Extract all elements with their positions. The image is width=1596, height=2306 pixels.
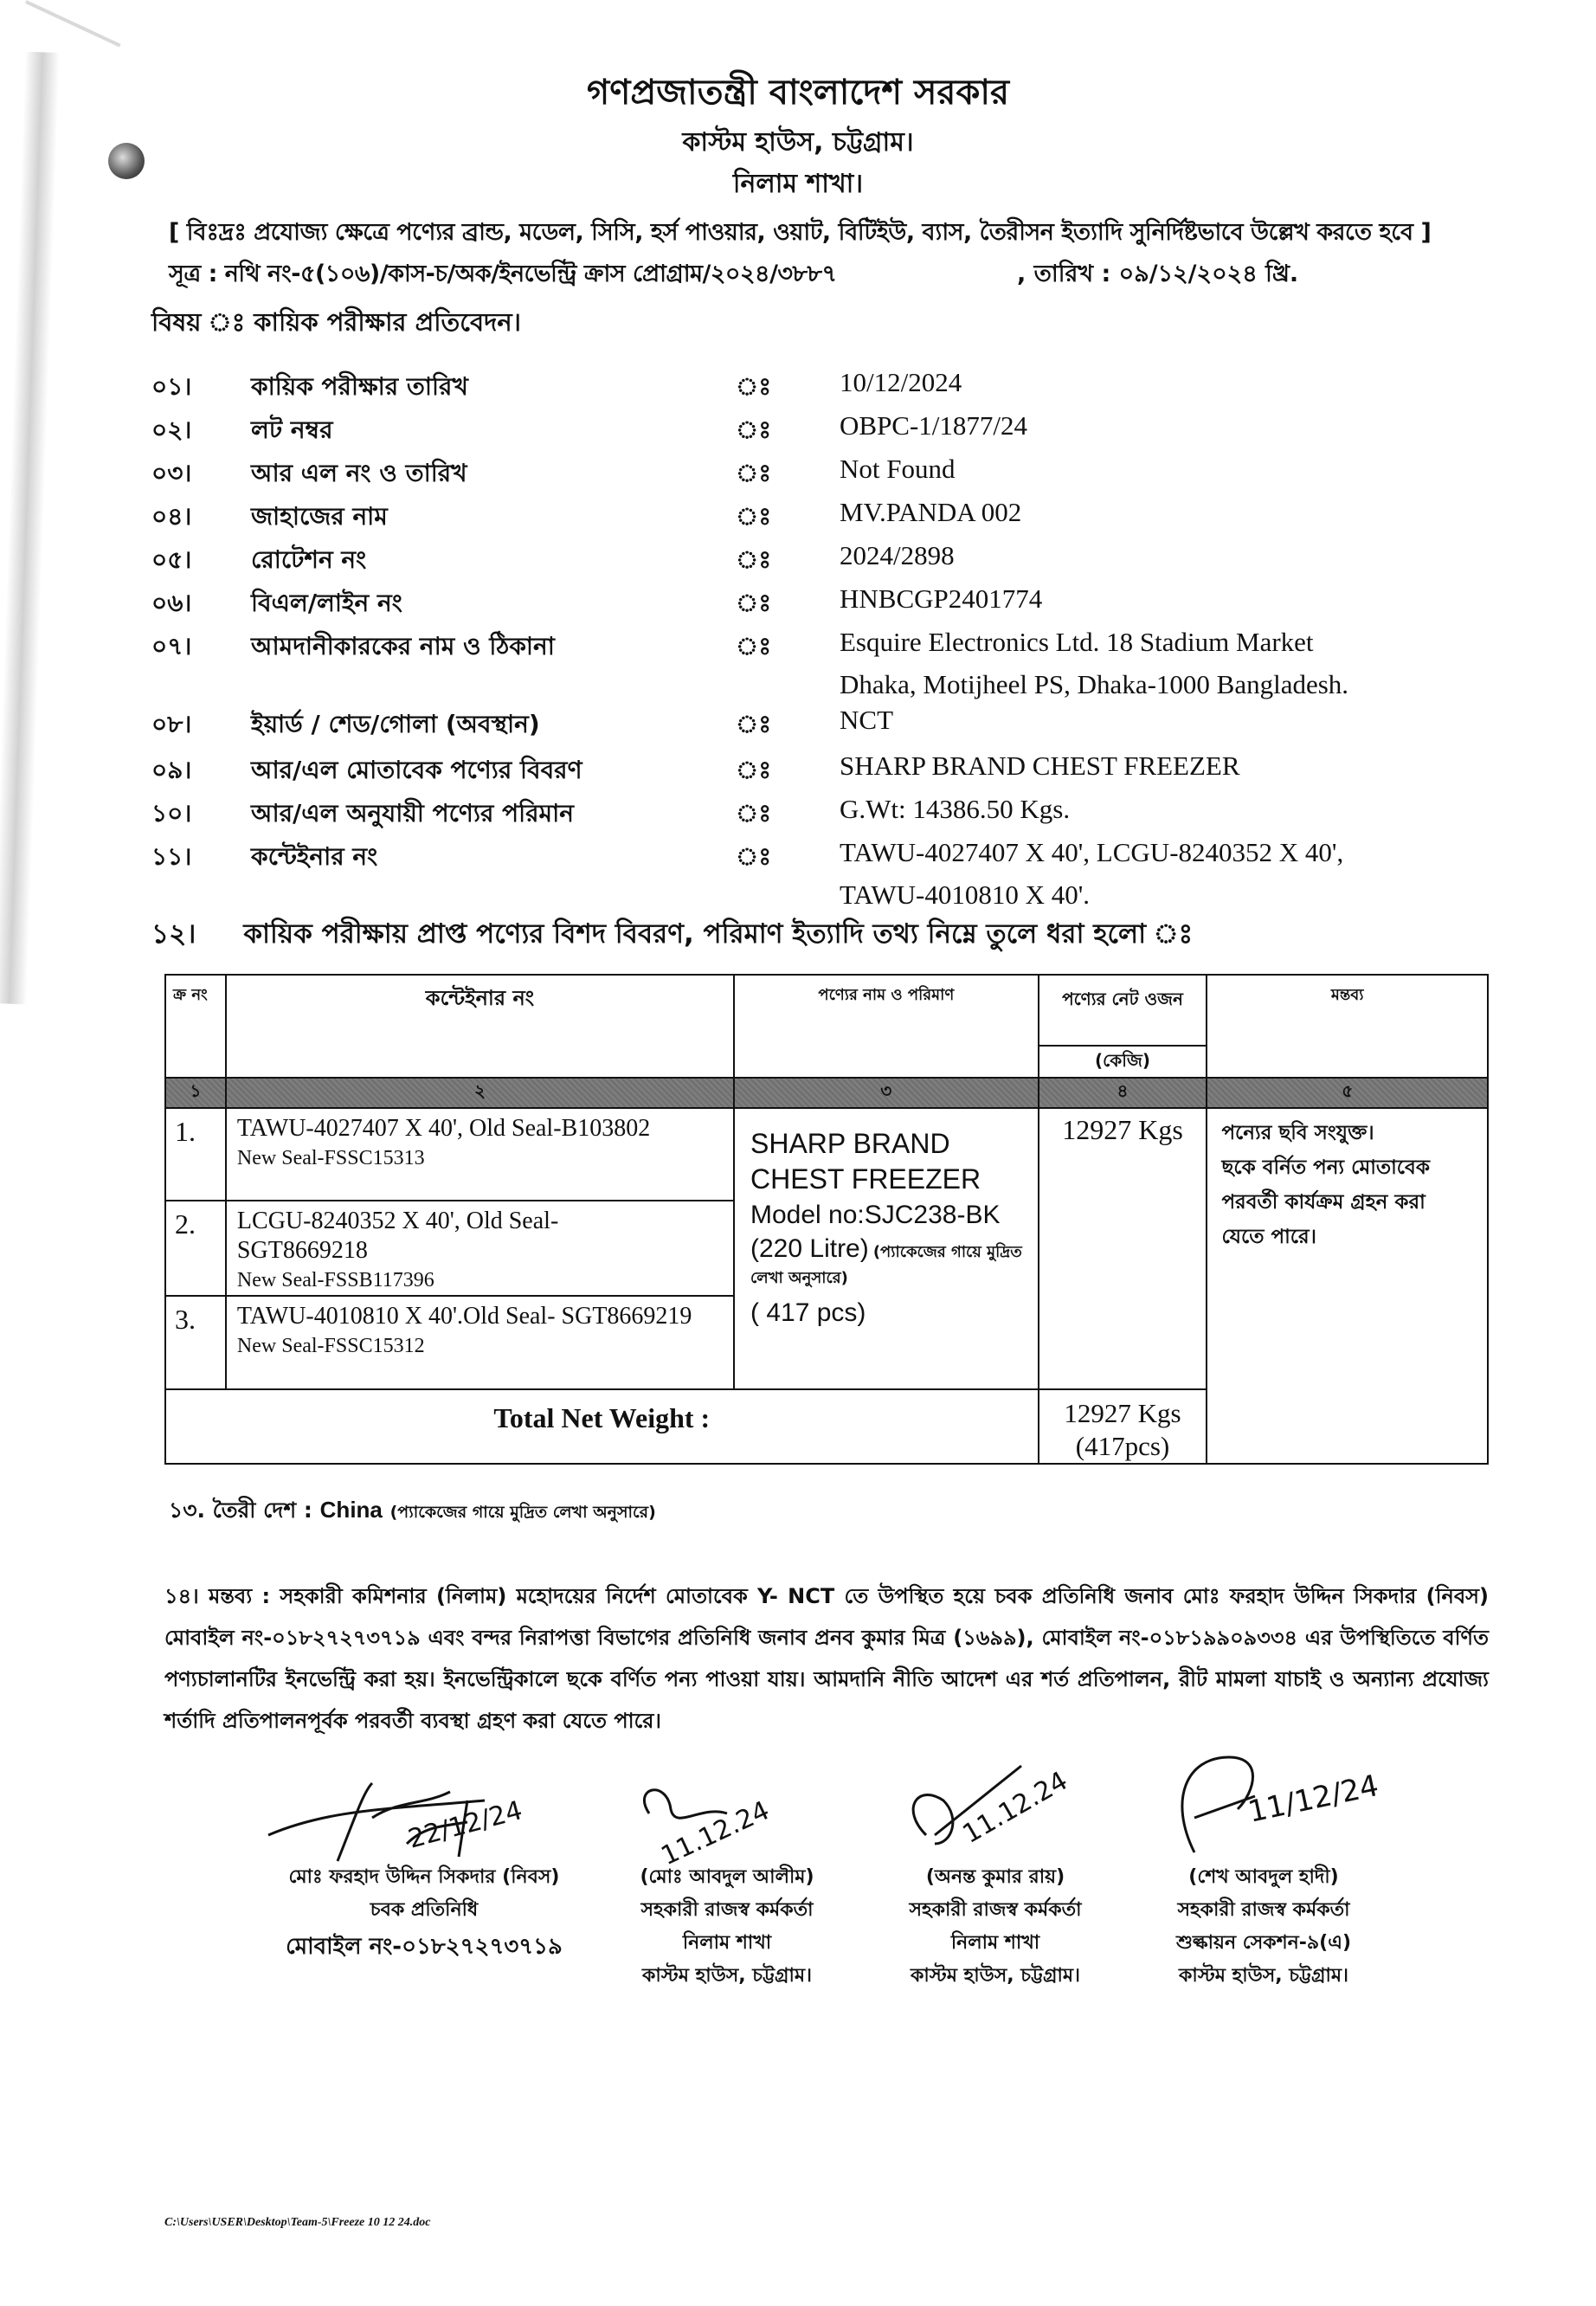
total-label: Total Net Weight : [165, 1389, 1039, 1464]
item-row-containers [151, 838, 1536, 921]
signature-date: 11.12.24 [957, 1765, 1073, 1850]
row-serial: 3. [165, 1296, 226, 1389]
total-value [1039, 1389, 1207, 1464]
column-index-row [165, 1078, 1488, 1108]
item-value: SHARP BRAND CHEST FREEZER [840, 750, 1240, 781]
item-separator: ঃ [736, 632, 772, 660]
row-container [226, 1296, 734, 1389]
item-number: ০৩। [151, 459, 192, 487]
header-goods: পণ্যের নাম ও পরিমাণ [734, 975, 1039, 1078]
item-value: 10/12/2024 [840, 367, 962, 397]
remark-line: পন্যের ছবি সংযুক্ত। [1221, 1122, 1374, 1144]
item-number: ০৬। [151, 589, 192, 617]
reference-number: সূত্র : নথি নং-৫(১০৬)/কাস-চ/অক/ইনভেন্ট্রি ক্রাস প্রোগ্রাম/২০২৪/৩৮৮৭ [169, 261, 837, 287]
item-row [151, 541, 1536, 583]
signature-date: 11.12.24 [656, 1795, 775, 1872]
importer-name: Esquire Electronics Ltd. 18 Stadium Market [840, 627, 1314, 657]
signatory-name: মোঃ ফরহাদ উদ্দিন সিকদার (নিবস) [288, 1866, 560, 1888]
item-value: NCT [840, 705, 893, 735]
goods-capacity-note: (প্যাকেজের গায়ে মুদ্রিত লেখা অনুসারে) [750, 1243, 1022, 1287]
item-number: ০৫। [151, 545, 192, 574]
item-label: আর/এল অনুযায়ী পণ্যের পরিমান [251, 799, 574, 828]
importer-address: Dhaka, Motijheel PS, Dhaka-1000 Bangladesh. [840, 669, 1349, 699]
item-separator: ঃ [736, 589, 772, 617]
item-number: ০৮। [151, 710, 192, 738]
signatory-block [251, 1861, 597, 1963]
item-label: কায়িক পরীক্ষার তারিখ [251, 372, 468, 401]
item-row [151, 584, 1536, 626]
signatory-section: শুল্কায়ন সেকশন-৯(এ) [1175, 1932, 1352, 1954]
signatory-name: (অনন্ত কুমার রায়) [925, 1866, 1065, 1888]
item-separator: ঃ [736, 415, 772, 444]
item-separator: ঃ [736, 545, 772, 574]
item-label: আমদানীকারকের নাম ও ঠিকানা [251, 632, 555, 660]
goods-capacity: (220 Litre) [750, 1234, 869, 1263]
header-weight-unit: (কেজি) [1039, 1046, 1207, 1078]
file-path-footer: C:\Users\USER\Desktop\Team-5\Freeze 10 12 24.doc [164, 2216, 431, 2229]
item-separator: ঃ [736, 502, 772, 531]
col-index: ৩ [734, 1078, 1039, 1108]
signatory-name: (মোঃ আবদুল আলীম) [640, 1866, 814, 1888]
item-separator: ঃ [736, 710, 772, 738]
net-weight: 12927 Kgs [1039, 1108, 1207, 1389]
item-row [151, 454, 1536, 496]
goods-description [734, 1108, 1039, 1389]
signature-date: 11/12/24 [1245, 1768, 1382, 1830]
container-list: TAWU-4027407 X 40', LCGU-8240352 X 40', [840, 837, 1344, 867]
container-seal: TAWU-4027407 X 40', Old Seal-B103802 [236, 1115, 651, 1142]
signature-mark-4 [1160, 1749, 1402, 1861]
office-name: কাস্টম হাউস, চট্টগ্রাম। [682, 127, 914, 158]
new-seal: New Seal-FSSC15313 [236, 1147, 425, 1169]
signatory-title: সহকারী রাজস্ব কর্মকর্তা [1177, 1899, 1350, 1921]
new-seal: New Seal-FSSC15312 [236, 1335, 425, 1357]
table-row [165, 1108, 1488, 1201]
remark-line: ছকে বর্নিত পন্য মোতাবেক [1221, 1156, 1430, 1179]
signatory-branch: নিলাম শাখা [682, 1932, 772, 1954]
country-of-origin [169, 1493, 656, 1530]
table-header-row [165, 975, 1488, 1046]
header-net-weight: পণ্যের নেট ওজন [1039, 975, 1207, 1046]
col-index: ১ [165, 1078, 226, 1108]
item-value: 2024/2898 [840, 540, 955, 570]
item-label: রোটেশন নং [251, 545, 367, 574]
reference-date: , তারিখ : ০৯/১২/২০২৪ খ্রি. [1017, 261, 1299, 287]
col-index: ৫ [1207, 1078, 1488, 1108]
item-number: ১০। [151, 799, 192, 828]
row-container [226, 1201, 734, 1296]
item-row [151, 498, 1536, 539]
col-index: ২ [226, 1078, 734, 1108]
goods-brand: SHARP BRAND [750, 1128, 950, 1159]
col-index: ৪ [1039, 1078, 1207, 1108]
total-pcs: (417pcs) [1075, 1431, 1170, 1461]
signatory-title: চবক প্রতিনিধি [370, 1899, 479, 1921]
signatory-block [866, 1861, 1125, 1993]
signatory-phone: মোবাইল নং-০১৮২৭২৭৩৭১৯ [286, 1934, 563, 1960]
branch-name: নিলাম শাখা। [732, 169, 864, 199]
item-number: ০১। [151, 372, 192, 401]
total-weight: 12927 Kgs [1064, 1398, 1181, 1428]
signatory-office: কাস্টম হাউস, চট্টগ্রাম। [911, 1965, 1080, 1987]
item-number: ০৪। [151, 502, 192, 531]
header-remarks: মন্তব্য [1207, 975, 1488, 1078]
subject-line: বিষয় ঃ কায়িক পরীক্ষার প্রতিবেদন। [151, 307, 522, 337]
new-seal: New Seal-FSSB117396 [236, 1269, 434, 1291]
item-number: ১১। [151, 842, 192, 871]
signature-date: 22/12/24 [405, 1795, 526, 1855]
signatory-office: কাস্টম হাউস, চট্টগ্রাম। [1179, 1965, 1348, 1987]
remarks-paragraph: ১৪। মন্তব্য : সহকারী কমিশনার (নিলাম) মহোদয়ের নির্দেশ মোতাবেক Y- NCT তে উপস্থিত হয়ে চবক প্রতিনিধি জনাব মোঃ ফরহাদ উদ্দিন সিকদার (নিবস) মোবাইল নং-০১৮২৭২৭৩৭১৯ এবং বন্দর নিরাপত্তা বিভাগের প্রতিনিধি জনাব প্রনব কুমার মিত্র (১৬৯৯), মোবাইল নং-০১৮১৯৯০৯৩৩৪ এর উপস্থিতিতে বর্ণিত পণ্যচালানটির ইনভেন্ট্রি করা হয়। ইনভেন্ট্রিকালে ছকে বর্ণিত পন্য পাওয়া যায়। আমদানি নীতি আদেশ এর শর্ত প্রতিপালন, রীট মামলা যাচাই ও অন্যান্য প্রযোজ্য শর্তাদি প্রতিপালনপূর্বক পরবর্তী ব্যবস্থা গ্রহণ করা যেতে পারে। [164, 1584, 1489, 1733]
signatory-title: সহকারী রাজস্ব কর্মকর্তা [640, 1899, 814, 1921]
goods-model: Model no:SJC238-BK [750, 1201, 1001, 1229]
remark-line: যেতে পারে। [1221, 1226, 1316, 1248]
item-label: আর/এল মোতাবেক পণ্যের বিবরণ [251, 756, 582, 784]
item-value: HNBCGP2401774 [840, 583, 1043, 614]
signature-mark-2 [632, 1779, 840, 1874]
item-label: আর এল নং ও তারিখ [251, 459, 467, 487]
header-serial: ক্র নং [165, 975, 226, 1078]
item-label: বিএল/লাইন নং [251, 589, 402, 617]
signatory-block [597, 1861, 857, 1993]
item-value: Not Found [840, 454, 956, 484]
signatory-block [1125, 1861, 1402, 1993]
origin-country: China [319, 1497, 383, 1523]
row-container [226, 1108, 734, 1201]
item-separator: ঃ [736, 756, 772, 784]
signature-mark-1 [260, 1775, 545, 1870]
goods-type: CHEST FREEZER [750, 1163, 981, 1195]
item-label: লট নম্বর [251, 415, 333, 444]
container-seal: LCGU-8240352 X 40', Old Seal- [236, 1208, 559, 1234]
container-seal: TAWU-4010810 X 40'.Old Seal- SGT8669219 [236, 1303, 692, 1330]
origin-note: (প্যাকেজের গায়ে মুদ্রিত লেখা অনুসারে) [389, 1503, 656, 1522]
inspection-table [164, 974, 1489, 1465]
item-number: ০৭। [151, 632, 192, 660]
government-title: গণপ্রজাতন্ত্রী বাংলাদেশ সরকার [587, 73, 1009, 113]
signatory-name: (শেখ আবদুল হাদী) [1188, 1866, 1339, 1888]
item-row [151, 368, 1536, 409]
item-row [151, 795, 1536, 836]
remarks-cell [1207, 1108, 1488, 1464]
header-container: কন্টেইনার নং [226, 975, 734, 1078]
item-row [151, 751, 1536, 793]
item-label: কন্টেইনার নং [251, 842, 378, 871]
signatory-office: কাস্টম হাউস, চট্টগ্রাম। [642, 1965, 812, 1987]
container-list-cont: TAWU-4010810 X 40'. [840, 879, 1091, 910]
item-value: MV.PANDA 002 [840, 497, 1022, 527]
container-seal-cont: SGT8669218 [236, 1237, 368, 1264]
signatory-branch: নিলাম শাখা [950, 1932, 1040, 1954]
paper-string-top [25, 0, 120, 47]
item-separator: ঃ [736, 372, 772, 401]
item-row [151, 705, 1536, 747]
item-label: ইয়ার্ড / শেড/গোলা (অবস্থান) [251, 710, 540, 738]
item-number: ০২। [151, 415, 192, 444]
signature-mark-3 [900, 1749, 1108, 1861]
remark-line: পরবর্তী কার্যক্রম গ্রহন করা [1221, 1191, 1425, 1214]
item-value: G.Wt: 14386.50 Kgs. [840, 794, 1071, 824]
item-number: ০৯। [151, 756, 192, 784]
row-serial: 1. [165, 1108, 226, 1201]
item-label: কায়িক পরীক্ষায় প্রাপ্ত পণ্যের বিশদ বিবরণ, পরিমাণ ইত্যাদি তথ্য নিম্নে তুলে ধরা হলো ঃ [243, 918, 1194, 950]
item-value: OBPC-1/1877/24 [840, 410, 1028, 441]
item-number: ১২। [151, 918, 196, 950]
item-12-heading [151, 913, 1193, 958]
item-separator: ঃ [736, 799, 772, 828]
goods-quantity: ( 417 pcs) [750, 1298, 866, 1327]
item-separator: ঃ [736, 842, 772, 871]
signatory-title: সহকারী রাজস্ব কর্মকর্তা [909, 1899, 1082, 1921]
row-serial: 2. [165, 1201, 226, 1296]
item-row [151, 411, 1536, 453]
instruction-note: [ বিঃদ্রঃ প্রযোজ্য ক্ষেত্রে পণ্যের ব্রান্ড, মডেল, সিসি, হর্স পাওয়ার, ওয়াট, বিটিইউ, ব্যাস, তৈরীসন ইত্যাদি সুনির্দিষ্টভাবে উল্লেখ করতে হবে ] [169, 219, 1432, 246]
item-label: জাহাজের নাম [251, 502, 388, 531]
item-separator: ঃ [736, 459, 772, 487]
origin-label: ১৩. তৈরী দেশ : [169, 1498, 312, 1523]
